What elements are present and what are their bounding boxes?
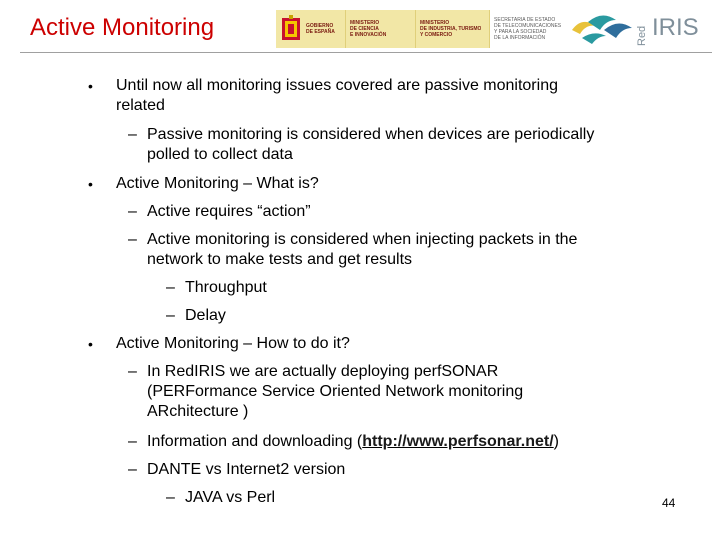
bullet-how-to: [88, 334, 350, 354]
sub-passive-definition: [128, 125, 595, 165]
sub-text-line: [147, 432, 559, 452]
sub-text-line: polled to collect data: [147, 146, 293, 163]
subsub-text: Throughput: [185, 279, 267, 296]
dash-marker: –: [128, 231, 137, 248]
rediris-name: IRIS: [652, 14, 699, 41]
sub-requires-action: [128, 202, 311, 222]
bullet-what-is: [88, 174, 319, 194]
government-logos: [276, 10, 566, 48]
sub-dante-internet2: [128, 460, 346, 480]
sub-text-line: network to make tests and get results: [147, 251, 413, 268]
dash-marker: –: [166, 489, 175, 506]
sub-text-line: (PERFormance Service Oriented Network monitoring: [147, 383, 524, 400]
rediris-prefix: Red: [636, 25, 648, 46]
dash-marker: –: [166, 307, 175, 324]
title-divider: [20, 52, 712, 53]
sub-information-downloading: [128, 432, 559, 452]
dash-marker: –: [128, 203, 137, 220]
dash-marker: –: [128, 461, 137, 478]
rediris-birds-icon: [568, 8, 634, 48]
info-text-after: ): [553, 433, 559, 450]
dash-marker: –: [166, 279, 175, 296]
sub-text-line: ARchitecture ): [147, 403, 249, 420]
rediris-logo: [568, 8, 708, 48]
sub-active-definition: [128, 230, 578, 270]
dash-marker: –: [128, 126, 137, 143]
bullet-marker: •: [88, 176, 93, 192]
bullet-marker: •: [88, 78, 93, 94]
subsub-java-perl: [166, 488, 276, 508]
bullet-passive-monitoring: [88, 76, 558, 116]
ministerio-ciencia-logo: MINISTERIO DE CIENCIA E INNOVACIÓN: [346, 10, 416, 48]
subsub-throughput: [166, 278, 267, 298]
gobierno-espana-logo: GOBIERNO DE ESPAÑA: [276, 10, 346, 48]
page-number: 44: [662, 496, 676, 510]
subsub-delay: [166, 306, 226, 326]
subsub-text: JAVA vs Perl: [185, 489, 276, 506]
bullet-text-line: related: [116, 97, 165, 114]
bullet-text-line: Active Monitoring – What is?: [116, 175, 319, 192]
bullet-text-line: Until now all monitoring issues covered are passive monitoring: [116, 77, 558, 94]
ministerio-industria-logo: MINISTERIO DE INDUSTRIA, TURISMO Y COMERCIO: [416, 10, 490, 48]
sub-text-line: Passive monitoring is considered when devices are periodically: [147, 126, 595, 143]
sub-text-line: Active monitoring is considered when injecting packets in the: [147, 231, 578, 248]
bullet-marker: •: [88, 336, 93, 352]
dash-marker: –: [128, 363, 137, 380]
subsub-text: Delay: [185, 307, 226, 324]
sub-perfsonar-deploy: [128, 362, 524, 422]
sub-text-line: In RedIRIS we are actually deploying perfSONAR: [147, 363, 499, 380]
dash-marker: –: [128, 433, 137, 450]
sub-text-line: Active requires “action”: [147, 203, 311, 220]
sub-text-line: DANTE vs Internet2 version: [147, 461, 346, 478]
info-text-before: Information and downloading (: [147, 433, 363, 450]
secretaria-estado-logo: SECRETARÍA DE ESTADO DE TELECOMUNICACIONES Y PARA LA SOCIEDAD DE LA INFORMACIÓN: [490, 10, 566, 48]
spain-crest-icon: [280, 15, 302, 43]
bullet-text-line: Active Monitoring – How to do it?: [116, 335, 350, 352]
slide-title: Active Monitoring: [30, 14, 215, 41]
perfsonar-link[interactable]: http://www.perfsonar.net/: [362, 433, 554, 450]
